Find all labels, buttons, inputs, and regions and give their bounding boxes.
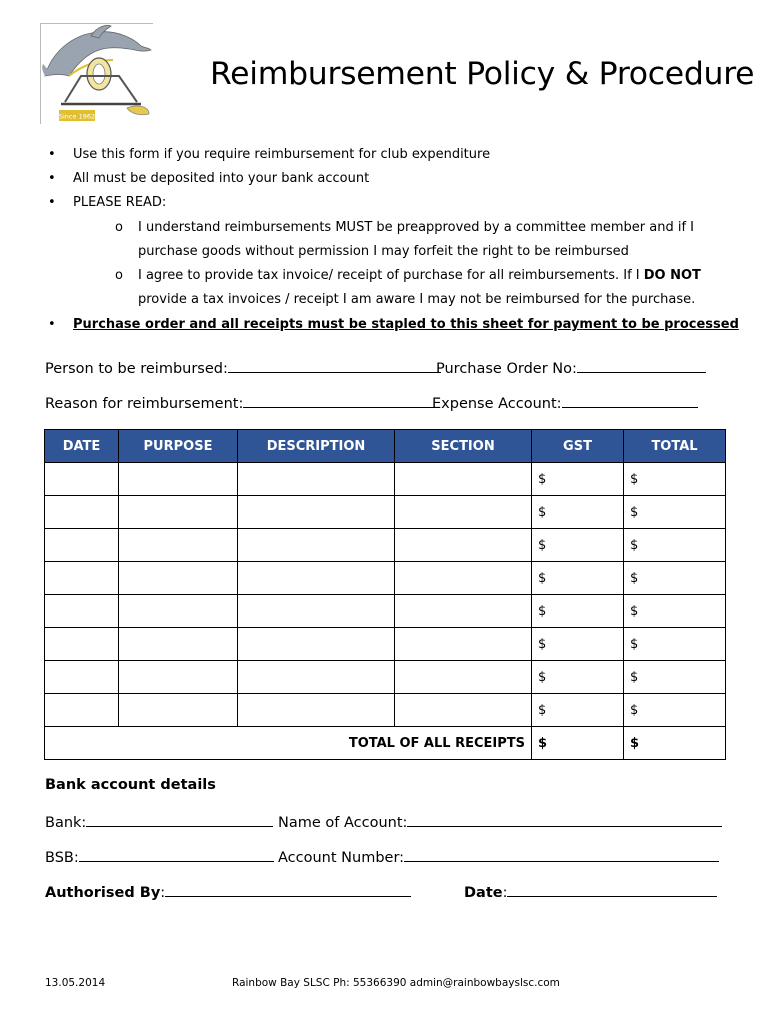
account-number-label: Account Number: (278, 850, 405, 866)
bank-label: Bank: (45, 815, 87, 831)
section-cell[interactable] (395, 463, 532, 496)
section-cell[interactable] (395, 661, 532, 694)
expense-field[interactable] (432, 394, 698, 412)
table-row (45, 694, 726, 727)
purpose-cell[interactable] (119, 496, 238, 529)
table-row (45, 529, 726, 562)
column-header-gst: GST (532, 430, 624, 463)
total-amount-cell[interactable]: $ (624, 727, 726, 760)
account-name-field[interactable] (278, 813, 722, 831)
gst-cell[interactable]: $ (532, 496, 624, 529)
date-cell[interactable] (45, 661, 119, 694)
table-row (45, 595, 726, 628)
sub-bullet-marker: o (115, 220, 123, 235)
total-cell[interactable]: $ (624, 694, 726, 727)
total-cell[interactable]: $ (624, 529, 726, 562)
gst-cell[interactable]: $ (532, 529, 624, 562)
column-header-section: SECTION (395, 430, 532, 463)
description-cell[interactable] (238, 463, 395, 496)
date-cell[interactable] (45, 463, 119, 496)
reason-line[interactable] (243, 394, 435, 408)
total-cell[interactable]: $ (624, 661, 726, 694)
expense-table (44, 429, 726, 760)
total-cell[interactable]: $ (624, 595, 726, 628)
table-header-row (45, 430, 726, 463)
gst-cell[interactable]: $ (532, 463, 624, 496)
footer-date: 13.05.2014 (45, 977, 106, 989)
total-cell[interactable]: $ (624, 628, 726, 661)
expense-line[interactable] (562, 394, 698, 408)
bullet-item: PLEASE READ: (73, 195, 167, 210)
column-header-description: DESCRIPTION (238, 430, 395, 463)
purpose-cell[interactable] (119, 529, 238, 562)
reason-label: Reason for reimbursement: (45, 396, 244, 412)
staple-notice: Purchase order and all receipts must be stapled to this sheet for payment to be processed (73, 317, 739, 332)
account-number-field[interactable] (278, 848, 719, 866)
column-header-purpose: PURPOSE (119, 430, 238, 463)
reason-field[interactable] (45, 394, 435, 412)
total-cell[interactable]: $ (624, 463, 726, 496)
bullet-marker: • (48, 195, 56, 210)
bullet-marker: • (48, 171, 56, 186)
gst-cell[interactable]: $ (532, 661, 624, 694)
date-cell[interactable] (45, 628, 119, 661)
description-cell[interactable] (238, 694, 395, 727)
date-cell[interactable] (45, 529, 119, 562)
description-cell[interactable] (238, 496, 395, 529)
sub-item-line: purchase goods without permission I may forfeit the right to be reimbursed (138, 244, 629, 259)
sub-item-line: provide a tax invoices / receipt I am aware I may not be reimbursed for the purchase. (138, 292, 696, 307)
bsb-label: BSB: (45, 850, 79, 866)
table-row (45, 562, 726, 595)
footer-contact: Rainbow Bay SLSC Ph: 55366390 admin@rainbowbayslsc.com (232, 977, 560, 989)
date-field[interactable] (464, 883, 717, 901)
date-cell[interactable] (45, 496, 119, 529)
section-cell[interactable] (395, 595, 532, 628)
authorised-colon: : (160, 885, 166, 901)
dolphin-logo-icon (41, 24, 153, 124)
column-header-date: DATE (45, 430, 119, 463)
po-label: Purchase Order No: (436, 361, 577, 377)
bank-field[interactable] (45, 813, 273, 831)
club-logo (40, 23, 153, 124)
gst-cell[interactable]: $ (532, 562, 624, 595)
purpose-cell[interactable] (119, 628, 238, 661)
sub-item-line: I understand reimbursements MUST be preapproved by a committee member and if I (138, 220, 694, 235)
bank-line[interactable] (86, 813, 273, 827)
gst-cell[interactable]: $ (532, 628, 624, 661)
date-cell[interactable] (45, 562, 119, 595)
table-row (45, 463, 726, 496)
date-line[interactable] (507, 883, 717, 897)
po-field[interactable] (436, 359, 706, 377)
purpose-cell[interactable] (119, 463, 238, 496)
authorised-label: Authorised By (45, 885, 161, 901)
total-label: TOTAL OF ALL RECEIPTS (45, 727, 532, 760)
bullet-marker: • (48, 147, 56, 162)
person-field[interactable] (45, 359, 441, 377)
bullet-marker: • (48, 317, 56, 332)
date-label: Date (464, 885, 503, 901)
date-cell[interactable] (45, 694, 119, 727)
purpose-cell[interactable] (119, 694, 238, 727)
purpose-cell[interactable] (119, 661, 238, 694)
bullet-item: Use this form if you require reimbursement for club expenditure (73, 147, 491, 162)
total-cell[interactable]: $ (624, 496, 726, 529)
purpose-cell[interactable] (119, 595, 238, 628)
bullet-item: All must be deposited into your bank account (73, 171, 370, 186)
description-cell[interactable] (238, 562, 395, 595)
total-gst-cell[interactable]: $ (532, 727, 624, 760)
sub-item-text: I agree to provide tax invoice/ receipt of purchase for all reimbursements. If I (138, 268, 644, 283)
person-line[interactable] (228, 359, 441, 373)
purpose-cell[interactable] (119, 562, 238, 595)
bsb-field[interactable] (45, 848, 274, 866)
date-colon: : (502, 885, 508, 901)
account-name-line[interactable] (407, 813, 722, 827)
section-cell[interactable] (395, 496, 532, 529)
gst-cell[interactable]: $ (532, 694, 624, 727)
svg-text:Since 1962: Since 1962 (58, 112, 96, 121)
sub-item-line (138, 268, 701, 283)
authorised-line[interactable] (165, 883, 411, 897)
account-number-line[interactable] (404, 848, 719, 862)
table-row (45, 661, 726, 694)
date-cell[interactable] (45, 595, 119, 628)
section-cell[interactable] (395, 628, 532, 661)
gst-cell[interactable]: $ (532, 595, 624, 628)
table-row (45, 628, 726, 661)
table-row (45, 496, 726, 529)
account-name-label: Name of Account: (278, 815, 408, 831)
section-cell[interactable] (395, 529, 532, 562)
description-cell[interactable] (238, 529, 395, 562)
description-cell[interactable] (238, 628, 395, 661)
do-not-emphasis: DO NOT (643, 268, 701, 283)
page-title: Reimbursement Policy & Procedure (210, 56, 755, 92)
total-row (45, 727, 726, 760)
column-header-total: TOTAL (624, 430, 726, 463)
bsb-line[interactable] (79, 848, 274, 862)
description-cell[interactable] (238, 661, 395, 694)
po-line[interactable] (577, 359, 706, 373)
authorised-field[interactable] (45, 883, 411, 901)
description-cell[interactable] (238, 595, 395, 628)
total-cell[interactable]: $ (624, 562, 726, 595)
bank-details-heading: Bank account details (45, 777, 216, 793)
section-cell[interactable] (395, 694, 532, 727)
section-cell[interactable] (395, 562, 532, 595)
person-label: Person to be reimbursed: (45, 361, 228, 377)
expense-label: Expense Account: (432, 396, 562, 412)
sub-bullet-marker: o (115, 268, 123, 283)
